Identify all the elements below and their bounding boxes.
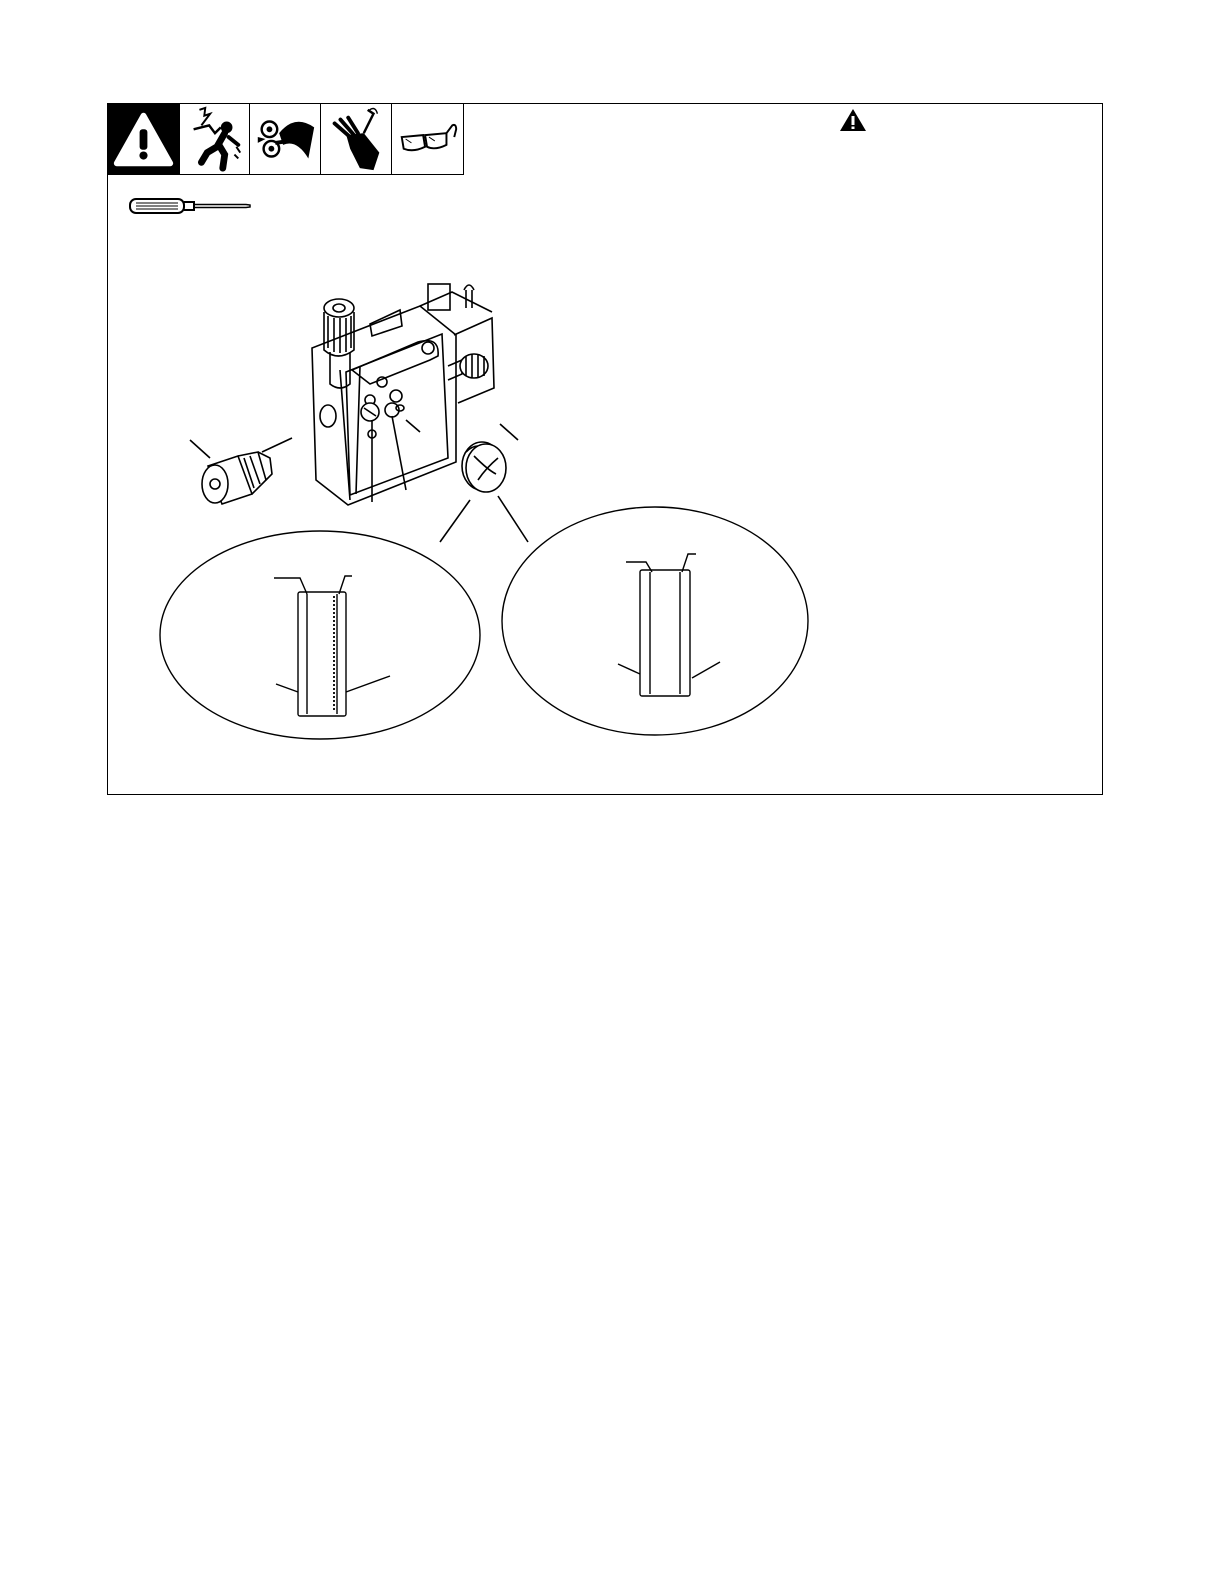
instruction-panel bbox=[107, 103, 1103, 795]
moving-parts-icon bbox=[249, 103, 321, 175]
small-warning-triangle-icon bbox=[839, 108, 867, 132]
screwdriver-icon bbox=[128, 196, 254, 216]
general-warning-icon bbox=[107, 103, 180, 175]
welding-wire-hand-icon bbox=[320, 103, 392, 175]
electric-shock-icon bbox=[179, 103, 250, 175]
safety-glasses-icon bbox=[391, 103, 464, 175]
